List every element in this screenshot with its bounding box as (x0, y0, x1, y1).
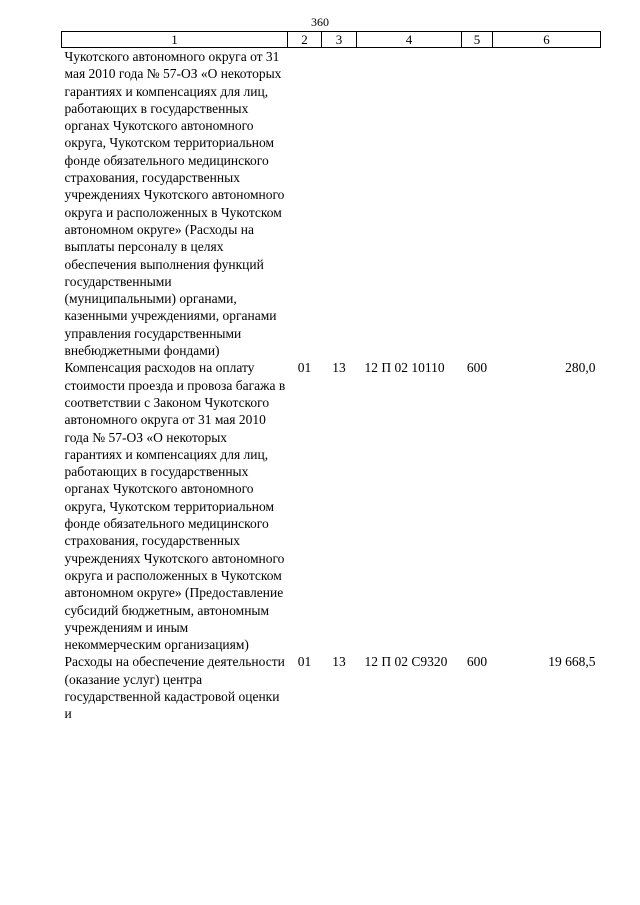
header-col-1: 1 (62, 32, 288, 48)
row-amount: 19 668,5 (548, 654, 596, 670)
row-name: Чукотского автономного округа от 31 мая 2010 года № 57-ОЗ «О некоторых гарантиях и компенсациях для лиц, работающих в государственных органах Чукотского автономного округа, Чукотском территориальном фонде обязательного медицинского страхования, государственных учреждениях Чукотского автономного округа и расположенных в Чукотском автономном округе» (Расходы на выплаты персоналу в целях обеспечения выполнения функций государственными (муниципальными) органами, казенными учреждениями, органами управления государственными внебюджетными фондами) (64, 49, 285, 359)
row-expense-type: 600 (466, 360, 488, 376)
header-col-2: 2 (288, 32, 322, 48)
row-amount (493, 48, 601, 360)
row-target-code: 12 П 02 С9320 (364, 654, 448, 670)
page-number: 360 (311, 15, 329, 29)
row-expense-type: 600 (466, 654, 488, 670)
row-target-code (357, 48, 462, 360)
row-section: 01 (297, 360, 312, 376)
row-section: 01 (297, 654, 312, 670)
header-col-5: 5 (462, 32, 493, 48)
row-name: Расходы на обеспечение деятельности (оказание услуг) центра государственной кадастровой оценки и (64, 654, 285, 722)
row-section (288, 48, 322, 360)
row-expense-type (462, 48, 493, 360)
table-row (62, 653, 601, 722)
row-name: Компенсация расходов на оплату стоимости проезда и провоза багажа в соответствии с Законом Чукотского автономного округа от 31 мая 2010 года № 57-ОЗ «О некоторых гарантиях и компенсациях для лиц, работающих в государственных органах Чукотского автономного округа, Чукотском территориальном фонде обязательного медицинского страхования, государственных учреждениях Чукотского автономного округа и расположенных в Чукотском автономном округе» (Предоставление субсидий бюджетным, автономным учреждениям и иным некоммерческим организациям) (64, 360, 286, 653)
row-target-code: 12 П 02 10110 (364, 360, 445, 376)
table-row (62, 48, 601, 360)
row-subsection: 13 (332, 654, 346, 670)
header-col-6: 6 (493, 32, 601, 48)
budget-table (61, 31, 601, 723)
header-col-4: 4 (357, 32, 462, 48)
table-row (62, 359, 601, 653)
row-subsection (322, 48, 357, 360)
header-col-3: 3 (322, 32, 357, 48)
header-row (62, 32, 601, 48)
row-amount: 280,0 (565, 360, 596, 376)
row-subsection: 13 (332, 360, 346, 376)
